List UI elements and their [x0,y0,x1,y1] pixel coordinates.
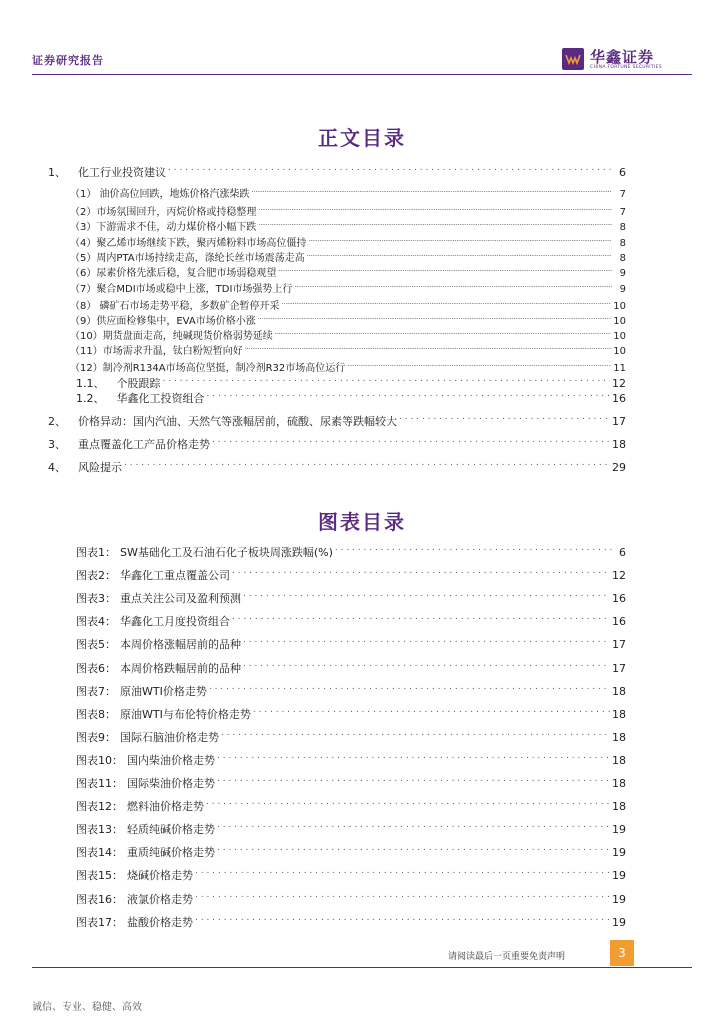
figure-entry-page: 17 [612,638,626,652]
header-divider [32,74,692,75]
contents-entry-leader [168,165,612,176]
company-motto: 诚信、专业、稳健、高效 [32,1002,142,1013]
figure-entry-number: 图表4： [76,615,116,629]
figure-entry-title: 盐酸价格走势 [127,915,193,929]
contents-entry-title: （2）市场氛围回升，丙烷价格或持稳整理 [70,207,257,218]
logo-text-en: CHINA FORTUNE SECURITIES [590,65,662,70]
figure-entry-leader [217,753,610,764]
contents-entry-page: 10 [613,301,626,312]
figure-entry-title: 液氯价格走势 [127,892,193,906]
figure-entry-leader [217,845,610,856]
contents-entry-number: 1.2、 [76,392,105,405]
contents-entry-leader [278,265,612,276]
contents-entry-page: 8 [619,238,626,249]
figure-entry-leader [243,661,610,672]
figure-entry-number: 图表5： [76,638,116,652]
figure-entry-number: 图表16： [76,892,123,906]
contents-entry[interactable] [76,390,626,406]
contents-entry-number: 3、 [48,438,66,451]
contents-entry[interactable] [70,203,626,218]
figure-entry-number: 图表12： [76,800,123,814]
contents-entry[interactable] [70,185,626,200]
figure-entry-page: 17 [612,661,626,675]
figure-entry-page: 19 [612,892,626,906]
figure-entry-leader [217,776,610,787]
contents-entry-title: （12）制冷剂R134A市场高位坚挺，制冷剂R32市场高位运行 [70,363,346,374]
contents-title: 正文目录 [318,126,406,150]
figure-entry[interactable] [76,567,626,583]
figure-entry-page: 16 [612,615,626,629]
figure-entry-title: 国内柴油价格走势 [127,753,215,767]
figure-entry-number: 图表7： [76,684,116,698]
figures-title: 图表目录 [318,510,406,534]
contents-entry-number: 1、 [48,166,66,179]
contents-entry-number: 4、 [48,461,66,474]
contents-entry-leader [294,281,612,292]
contents-entry-page: 7 [619,189,626,200]
contents-entry[interactable] [70,312,626,327]
figure-entry-leader [195,892,610,903]
figure-entry-page: 16 [612,592,626,606]
contents-entry-title: （6）尿素价格先涨后稳，复合肥市场弱稳观望 [70,268,277,279]
figure-entry-number: 图表3： [76,592,116,606]
footer-divider [32,967,692,968]
figure-entry[interactable] [76,729,626,745]
figure-entry-page: 18 [612,684,626,698]
figure-entry-leader [195,868,610,879]
figure-entry-number: 图表2： [76,569,116,583]
figure-entry[interactable] [76,844,626,860]
figure-entry-title: 重点关注公司及盈利预测 [120,592,241,606]
figure-entry-page: 19 [612,869,626,883]
figure-entry[interactable] [76,821,626,837]
figure-entry-number: 图表6： [76,661,116,675]
contents-entry-number: 1.1、 [76,377,105,390]
figure-entry-title: SW基础化工及石油石化子板块周涨跌幅(%) [120,546,333,559]
figure-entry[interactable] [76,752,626,768]
figure-entry-title: 烧碱价格走势 [127,869,193,883]
figure-entry-page: 18 [612,730,626,744]
contents-entry-title: （3）下游需求不佳，动力煤价格小幅下跌 [70,222,257,233]
figure-entry[interactable] [76,544,626,560]
figure-entry-number: 图表8： [76,707,116,721]
figure-entry[interactable] [76,660,626,676]
figure-entry-page: 18 [612,753,626,767]
figure-entry-title: 重质纯碱价格走势 [127,846,215,860]
contents-entry-title: （9）供应面检修集中，EVA市场价格小涨 [70,316,256,327]
figure-entry[interactable] [76,706,626,722]
contents-entry[interactable] [48,459,626,475]
contents-entry-title: （5）周内PTA市场持续走高，涤纶长丝市场震荡走高 [70,253,305,264]
figure-entry[interactable] [76,636,626,652]
contents-entry-title: 重点覆盖化工产品价格走势 [78,438,210,451]
contents-entry-page: 9 [619,284,626,295]
contents-entry-leader [282,298,612,309]
contents-entry-page: 18 [612,438,626,451]
contents-entry-page: 9 [619,268,626,279]
figure-entry-leader [232,568,610,579]
contents-entry-title: （8） 磷矿石市场走势平稳，多数矿企暂停开采 [70,301,280,312]
figure-entry-page: 12 [612,569,626,583]
contents-entry-page: 11 [613,363,626,374]
contents-entry-title: 价格异动：国内汽油、天然气等涨幅居前，硫酸、尿素等跌幅较大 [78,415,397,428]
figure-entry-page: 18 [612,707,626,721]
contents-entry-title: （10）期货盘面走高，纯碱现货价格弱势延续 [70,331,273,342]
contents-entry-page: 7 [619,207,626,218]
contents-entry-leader [212,437,610,448]
contents-entry-title: （1） 油价高位回跌，地炼价格汽涨柴跌 [70,189,250,200]
contents-entry-page: 10 [613,331,626,342]
contents-entry[interactable] [48,413,626,429]
contents-entry-title: 风险提示 [78,461,122,474]
contents-entry-leader [258,204,612,215]
figure-entry[interactable] [76,914,626,930]
contents-entry[interactable] [70,280,626,295]
figure-entry-page: 19 [612,846,626,860]
contents-entry[interactable] [70,327,626,342]
contents-entry-title: 华鑫化工投资组合 [116,392,205,405]
figure-entry[interactable] [76,798,626,814]
contents-entry-leader [399,414,610,425]
figure-entry-title: 华鑫化工月度投资组合 [120,615,230,629]
contents-entry-page: 6 [619,166,626,179]
figure-entry-page: 18 [612,777,626,790]
figure-entry-title: 原油WTI价格走势 [120,684,207,698]
figure-entry-leader [206,799,610,810]
figure-entry-page: 19 [612,915,626,929]
contents-entry-title: 个股跟踪 [116,377,161,390]
contents-entry-leader [124,460,610,471]
contents-entry[interactable] [70,264,626,279]
figure-entry-leader [253,707,610,718]
contents-entry-page: 10 [613,346,626,357]
figure-entry[interactable] [76,867,626,883]
figure-entry-title: 国际石脑油价格走势 [120,730,219,744]
figure-entry-title: 本周价格涨幅居前的品种 [120,638,241,652]
figure-entry-title: 华鑫化工重点覆盖公司 [120,569,230,583]
figure-entry-leader [243,637,610,648]
contents-entry-leader [308,235,612,246]
contents-entry-leader [258,313,612,324]
company-logo [562,46,692,72]
contents-entry-page: 12 [612,377,626,390]
figure-entry-page: 18 [612,800,626,814]
contents-entry-number: 2、 [48,415,66,428]
figure-entry-title: 国际柴油价格走势 [127,777,215,790]
figure-entry[interactable] [76,775,626,791]
contents-entry-page: 16 [612,392,626,405]
contents-entry-page: 10 [613,316,626,327]
figure-entry-title: 轻质纯碱价格走势 [127,823,215,837]
contents-entry-page: 29 [612,461,626,474]
figure-entry-leader [217,822,610,833]
page-header [0,0,724,80]
figure-entry-leader [335,545,612,556]
page-number: 3 [610,940,634,966]
contents-entry-leader [275,328,612,339]
contents-entry-page: 17 [612,415,626,428]
figure-entry-number: 图表11： [76,777,123,790]
contents-entry[interactable] [76,375,626,391]
contents-entry[interactable] [70,297,626,312]
contents-entry-page: 8 [619,222,626,233]
figure-entry-number: 图表1： [76,546,116,559]
logo-text-cn: 华鑫证券 [590,48,655,66]
figure-entry-number: 图表9： [76,730,116,744]
figure-entry-number: 图表14： [76,846,123,860]
contents-entry[interactable] [70,342,626,357]
figure-entry-number: 图表13： [76,823,123,837]
contents-entry-leader [258,219,612,230]
contents-entry-leader [245,343,612,354]
figure-entry-leader [243,591,610,602]
contents-entry[interactable] [70,249,626,264]
figure-entry[interactable] [76,590,626,606]
contents-entry-title: （11）市场需求升温，钛白粉短暂向好 [70,346,243,357]
figure-entry-number: 图表17： [76,915,123,929]
figure-entry-number: 图表15： [76,869,123,883]
figure-entry-title: 本周价格跌幅居前的品种 [120,661,241,675]
disclaimer-note: 请阅读最后一页重要免责声明 [448,952,566,962]
contents-entry-leader [163,376,611,387]
figure-entry[interactable] [76,683,626,699]
contents-entry-leader [307,250,612,261]
figure-entry-leader [232,614,610,625]
figure-entry-number: 图表10： [76,753,123,767]
figure-entry-leader [209,684,610,695]
figure-entry-title: 燃料油价格走势 [127,800,204,814]
contents-entry-leader [347,360,611,371]
figure-entry-leader [221,730,610,741]
contents-entry-leader [252,186,612,197]
contents-entry[interactable] [48,436,626,452]
figure-entry[interactable] [76,613,626,629]
contents-entry-title: （4）聚乙烯市场继续下跌，聚丙烯粉料市场高位僵持 [70,238,307,249]
contents-entry-page: 8 [619,253,626,264]
figure-entry-leader [195,915,610,926]
figure-entry[interactable] [76,891,626,907]
contents-entry[interactable] [70,218,626,233]
report-label: 证券研究报告 [32,54,104,67]
contents-entry-title: （7）聚合MDI市场或稳中上涨，TDI市场强势上行 [70,284,293,295]
contents-entry[interactable] [70,359,626,374]
contents-entry-title: 化工行业投资建议 [78,166,166,179]
logo-mark-icon [562,48,584,70]
figure-entry-page: 19 [612,823,626,837]
figure-entry-page: 6 [619,546,626,559]
figure-entry-title: 原油WTI与布伦特价格走势 [120,707,251,721]
contents-entry-leader [207,391,611,402]
contents-entry[interactable] [70,234,626,249]
contents-entry[interactable] [48,164,626,180]
